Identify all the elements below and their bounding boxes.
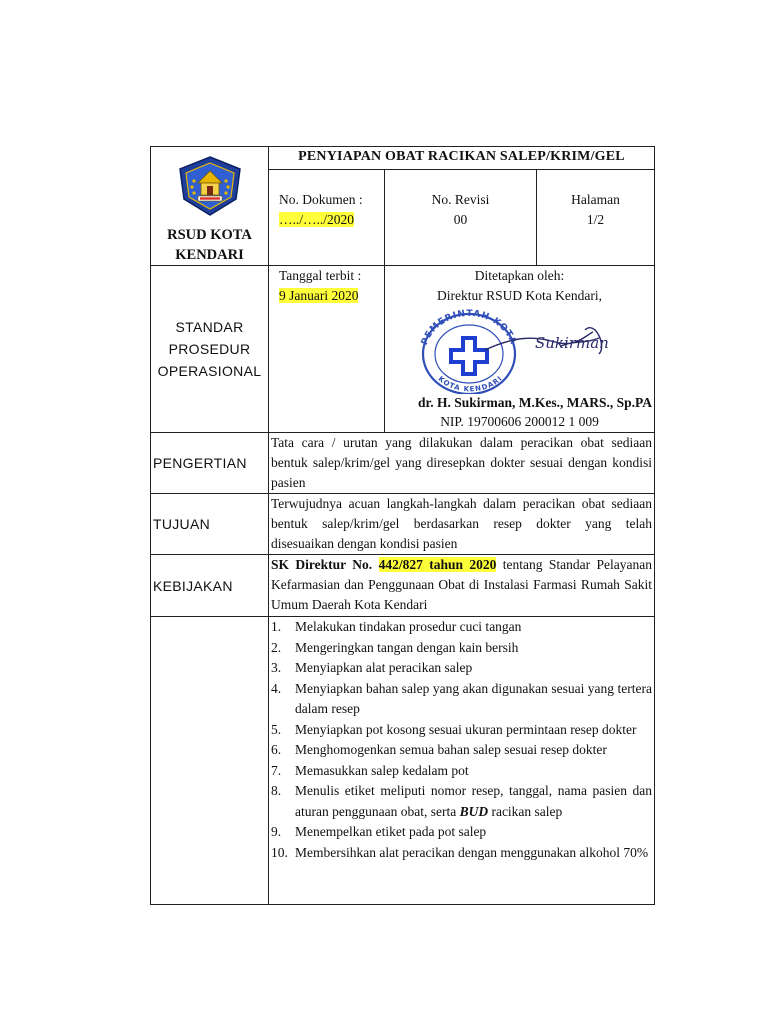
revision-label: No. Revisi: [431, 192, 490, 207]
issue-date-value: 9 Januari 2020: [279, 288, 359, 303]
procedure-step: [271, 617, 652, 638]
procedure-step: [271, 761, 652, 782]
step-text: Menghomogenkan semua bahan salep sesuai resep dokter: [295, 742, 607, 757]
step-text-bold: BUD: [459, 803, 489, 819]
kebijakan-rest: tentang Standar Pelayanan Kefarmasian dan Penggunaan Obat di Instalasi Farmasi Rumah Sakit Umum Daerah Kota Kendari: [271, 557, 653, 612]
procedure-step: [271, 822, 652, 843]
sop-label: [151, 266, 269, 433]
pengertian-text: Tata cara / urutan yang dilakukan dalam peracikan obat sediaan bentuk salep/krim/gel yang diresepkan dokter sesuai dengan kondisi pasien: [269, 433, 655, 494]
step-text: Melakukan tindakan prosedur cuci tangan: [295, 619, 522, 634]
procedure-step: [271, 843, 652, 864]
director-name: dr. H. Sukirman, M.Kes., MARS., Sp.PA: [417, 395, 653, 410]
pengertian-label: PENGERTIAN: [151, 433, 269, 494]
procedure-step: [271, 781, 652, 822]
step-number: 9.: [271, 824, 282, 839]
issue-date-label: Tanggal terbit :: [279, 268, 362, 283]
step-text: Menempelkan etiket pada pot salep: [295, 824, 487, 839]
step-number: 5.: [271, 721, 282, 737]
kendari-city-emblem-icon: [176, 155, 244, 217]
step-text: Menyiapkan bahan salep yang akan digunakan sesuai yang tertera dalam resep: [295, 680, 653, 716]
tujuan-label: TUJUAN: [151, 494, 269, 555]
sop-line2: PROSEDUR: [168, 341, 251, 357]
procedure-steps-cell: [269, 617, 655, 905]
sop-document: [150, 146, 654, 905]
procedure-steps-list: [269, 617, 654, 863]
doc-number-value: …../…../2020: [279, 212, 355, 227]
stamp-ring-top: PEMERINTAH KOTA: [419, 308, 519, 347]
tujuan-text: Terwujudnya acuan langkah-langkah dalam peracikan obat sediaan bentuk salep/krim/gel berdasarkan resep dokter yang telah disesuaikan dengan kondisi pasien: [269, 494, 655, 555]
page-cell: [537, 170, 655, 266]
step-number: 2.: [271, 639, 282, 655]
kebijakan-label: KEBIJAKAN: [151, 555, 269, 617]
sop-table: [150, 146, 655, 905]
step-number: 4.: [271, 680, 282, 696]
doc-number-label: No. Dokumen :: [279, 192, 363, 207]
step-number: 8.: [271, 783, 282, 798]
issue-date-cell: [269, 266, 385, 433]
sop-line3: OPERASIONAL: [157, 363, 262, 379]
kebijakan-prefix: SK Direktur No.: [271, 557, 373, 572]
step-number: 3.: [271, 660, 282, 675]
stamp-signature-area: [385, 306, 654, 394]
step-text: Mengeringkan tangan dengan kain bersih: [295, 639, 519, 655]
procedure-step: [271, 720, 652, 741]
official-stamp-icon: [385, 306, 653, 394]
step-text-after: racikan salep: [488, 803, 563, 819]
procedure-label-cell: [151, 617, 269, 905]
hospital-name-line2: KENDARI: [175, 247, 244, 263]
step-number: 1.: [271, 619, 282, 634]
procedure-step: [271, 740, 652, 761]
step-number: 6.: [271, 742, 282, 757]
step-text: Menyiapkan pot kosong sesuai ukuran permintaan resep dokter: [295, 721, 637, 737]
step-number: 7.: [271, 762, 282, 778]
procedure-step: [271, 658, 652, 679]
step-text: Membersihkan alat peracikan dengan menggunakan alkohol 70%: [295, 844, 649, 860]
kebijakan-number: 442/827 tahun 2020: [378, 557, 497, 572]
page-label: Halaman: [571, 192, 620, 207]
step-text: Menyiapkan alat peracikan salep: [295, 660, 473, 675]
page-value: 1/2: [586, 212, 605, 227]
signature-text: Sukirman: [535, 334, 609, 352]
kebijakan-text: [269, 555, 655, 617]
procedure-step: [271, 638, 652, 659]
document-title: PENYIAPAN OBAT RACIKAN SALEP/KRIM/GEL: [269, 147, 655, 170]
director-nip: NIP. 19700606 200012 1 009: [440, 414, 599, 429]
hospital-logo-cell: [151, 147, 269, 266]
procedure-step: [271, 679, 652, 720]
svg-text:KOTA KENDARI: [437, 374, 504, 393]
step-text: Memasukkan salep kedalam pot: [295, 762, 469, 778]
stamp-ring-bottom: KOTA KENDARI: [436, 374, 505, 394]
hospital-name-line1: RSUD KOTA: [167, 227, 252, 243]
step-text-before: Menulis etiket meliputi nomor resep, tanggal, nama pasien dan aturan penggunaan obat, serta: [295, 783, 653, 819]
approved-label: Ditetapkan oleh:: [474, 268, 565, 283]
approved-by: Direktur RSUD Kota Kendari,: [437, 288, 602, 303]
hospital-name: [151, 225, 268, 265]
revision-value: 00: [453, 212, 468, 227]
doc-number-cell: [269, 170, 385, 266]
step-number: 10.: [271, 844, 288, 860]
step-text: [295, 781, 652, 822]
approval-cell: [385, 266, 655, 433]
revision-cell: [385, 170, 537, 266]
sop-line1: STANDAR: [175, 319, 244, 335]
